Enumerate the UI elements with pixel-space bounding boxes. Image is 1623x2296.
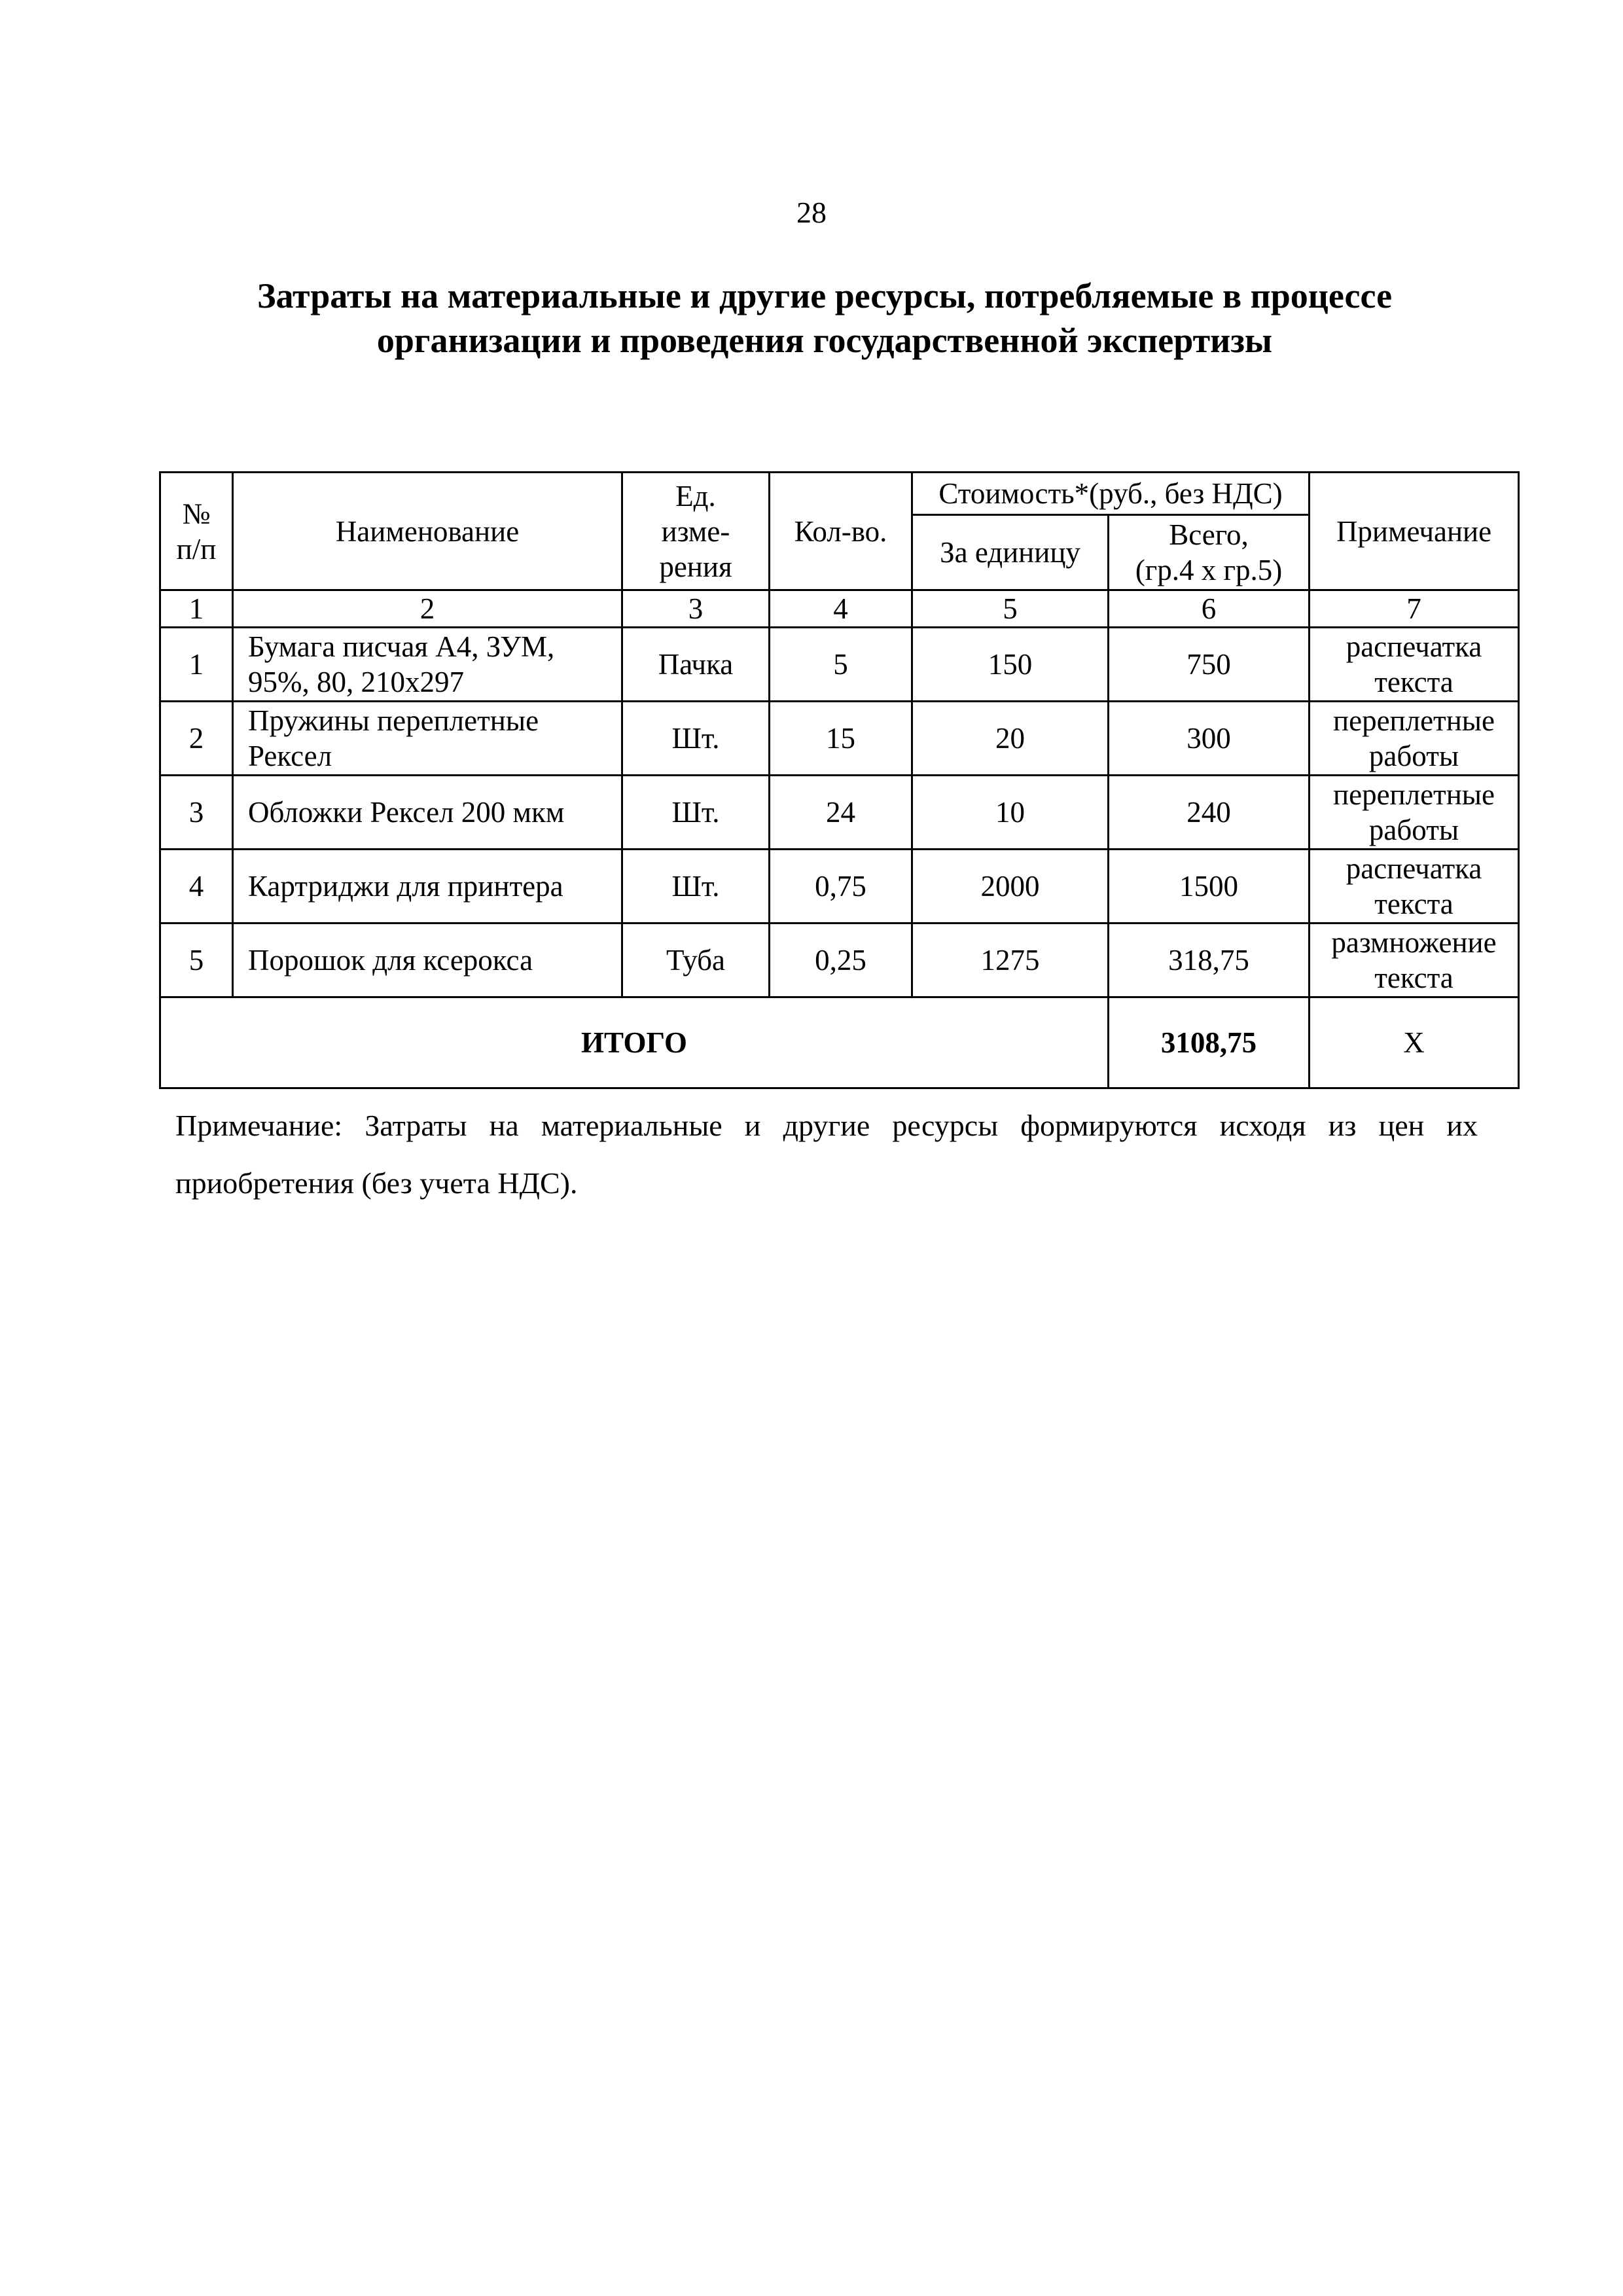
column-number: 5 [912,590,1109,628]
header-note: Примечание [1310,473,1519,590]
row-qty: 15 [770,702,912,776]
row-name [233,628,622,702]
costs-table [159,471,1520,1089]
row-num: 4 [160,850,233,924]
header-row-top [160,473,1519,515]
row-name: Обложки Рексел 200 мкм [233,776,622,850]
row-name [233,702,622,776]
table-row [160,850,1519,924]
row-num: 5 [160,924,233,997]
header-unit [622,473,770,590]
column-number: 7 [1310,590,1519,628]
row-qty: 0,75 [770,850,912,924]
row-note-line2: текста [1374,666,1454,698]
total-label: ИТОГО [160,997,1109,1088]
row-unit: Шт. [622,850,770,924]
column-number: 6 [1109,590,1310,628]
row-note [1310,628,1519,702]
row-price: 2000 [912,850,1109,924]
header-unit-line2: изме- [661,514,730,548]
row-name-line1: Бумага писчая А4, ЗУМ, [248,630,555,663]
document-title [131,274,1518,363]
row-num: 1 [160,628,233,702]
row-qty: 0,25 [770,924,912,997]
row-note-line1: распечатка [1346,630,1482,663]
row-name-line2: 95%, 80, 210х297 [248,666,464,698]
table-row [160,924,1519,997]
column-number: 1 [160,590,233,628]
row-note [1310,776,1519,850]
total-row [160,997,1519,1088]
row-note-line1: размножение [1331,926,1497,959]
header-total [1109,515,1310,590]
row-price: 10 [912,776,1109,850]
header-total-line2: (гр.4 х гр.5) [1135,554,1283,586]
header-cost-group: Стоимость*(руб., без НДС) [912,473,1310,515]
header-unit-line1: Ед. [675,479,716,512]
column-numbers-row [160,590,1519,628]
header-num-line2: п/п [176,532,217,565]
row-name: Порошок для ксерокса [233,924,622,997]
total-value: 3108,75 [1109,997,1310,1088]
header-name: Наименование [233,473,622,590]
row-price: 1275 [912,924,1109,997]
row-note-line2: текста [1374,961,1454,994]
row-note-line2: работы [1368,814,1459,846]
row-name-line1: Пружины переплетные [248,704,539,737]
row-name-line2: Рексел [248,740,332,772]
row-note-line1: распечатка [1346,852,1482,885]
row-unit: Шт. [622,702,770,776]
header-total-line1: Всего, [1169,518,1249,551]
row-total: 240 [1109,776,1310,850]
row-note-line1: переплетные [1333,704,1495,737]
row-note-line2: работы [1368,740,1459,772]
header-unit-line3: рения [659,550,732,583]
title-line-2: организации и проведения государственной экспертизы [376,321,1273,360]
row-unit: Туба [622,924,770,997]
row-total: 300 [1109,702,1310,776]
page-number: 28 [796,196,827,229]
column-number: 3 [622,590,770,628]
header-per-unit: За единицу [912,515,1109,590]
row-note [1310,924,1519,997]
row-total: 318,75 [1109,924,1310,997]
row-price: 150 [912,628,1109,702]
row-total: 750 [1109,628,1310,702]
table-row [160,628,1519,702]
row-num: 2 [160,702,233,776]
row-num: 3 [160,776,233,850]
header-num [160,473,233,590]
row-note-line2: текста [1374,888,1454,920]
row-note [1310,850,1519,924]
row-name: Картриджи для принтера [233,850,622,924]
header-num-line1: № [182,497,211,530]
table-row [160,776,1519,850]
row-unit: Пачка [622,628,770,702]
row-note-line1: переплетные [1333,778,1495,811]
row-qty: 5 [770,628,912,702]
row-total: 1500 [1109,850,1310,924]
header-qty: Кол-во. [770,473,912,590]
row-price: 20 [912,702,1109,776]
column-number: 2 [233,590,622,628]
row-note [1310,702,1519,776]
column-number: 4 [770,590,912,628]
row-qty: 24 [770,776,912,850]
total-note: Х [1310,997,1519,1088]
footnote: Примечание: Затраты на материальные и другие ресурсы формируются исходя из цен их приобретения (без учета НДС). [175,1109,1478,1200]
title-line-1: Затраты на материальные и другие ресурсы, потребляемые в процессе [257,276,1393,315]
table-row [160,702,1519,776]
row-unit: Шт. [622,776,770,850]
